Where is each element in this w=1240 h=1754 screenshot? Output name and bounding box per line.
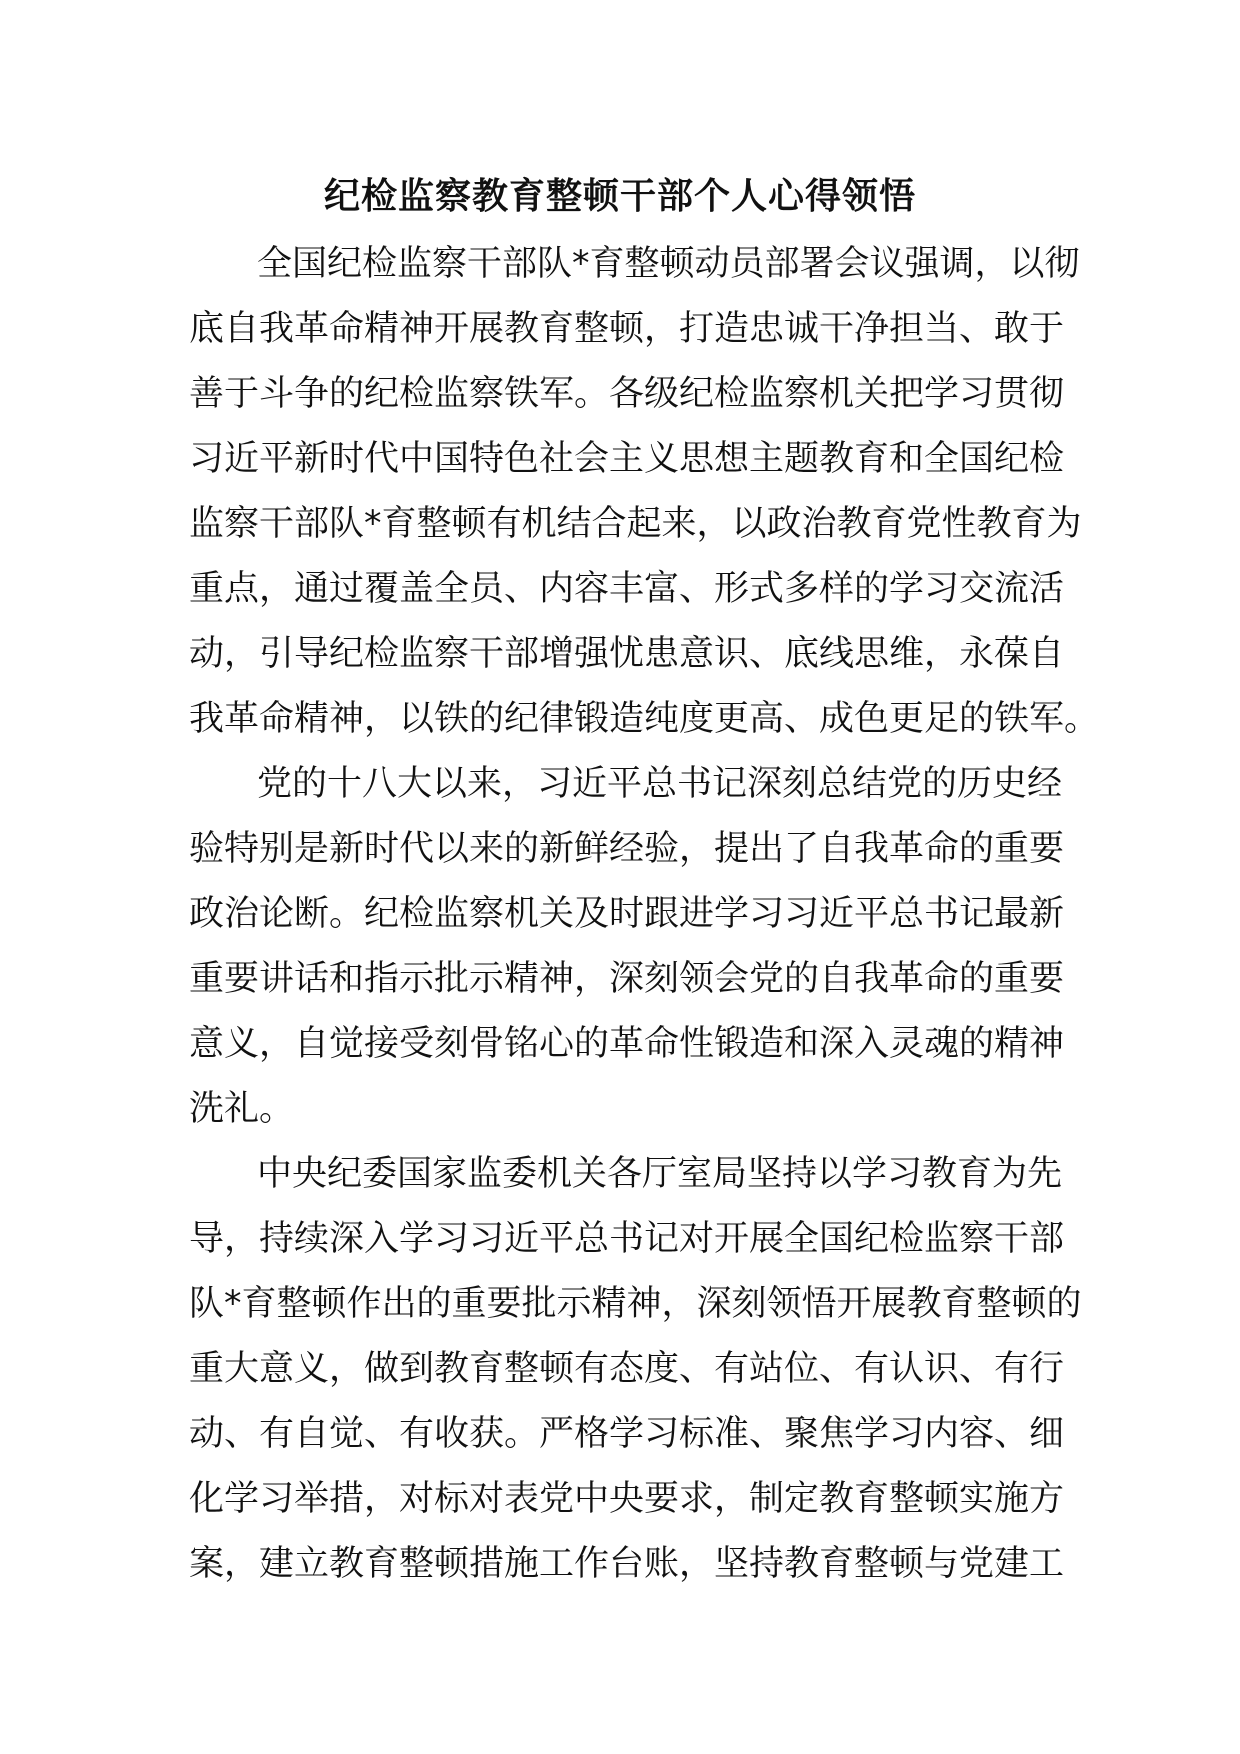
- text-line: 意义，自觉接受刻骨铭心的革命性锻造和深入灵魂的精神: [189, 1024, 1065, 1064]
- text-line: 案，建立教育整顿措施工作台账，坚持教育整顿与党建工: [189, 1544, 1065, 1584]
- text-line: 洗礼。: [189, 1089, 295, 1129]
- text-line: 底自我革命精神开展教育整顿，打造忠诚干净担当、敢于: [189, 309, 1065, 349]
- text-line: 队*育整顿作出的重要批示精神，深刻领悟开展教育整顿的: [189, 1284, 1082, 1324]
- document-title: 纪检监察教育整顿干部个人心得领悟: [323, 176, 916, 217]
- paragraph: [189, 232, 1100, 752]
- text-line: 动、有自觉、有收获。严格学习标准、聚焦学习内容、细: [189, 1414, 1065, 1454]
- text-line: 重要讲话和指示批示精神，深刻领会党的自我革命的重要: [189, 959, 1065, 999]
- text-line: 中央纪委国家监委机关各厅室局坚持以学习教育为先: [257, 1154, 1063, 1194]
- text-line: 习近平新时代中国特色社会主义思想主题教育和全国纪检: [189, 439, 1065, 479]
- paragraph: [189, 1142, 1082, 1597]
- paragraph: [189, 752, 1065, 1142]
- text-line: 导，持续深入学习习近平总书记对开展全国纪检监察干部: [189, 1219, 1065, 1259]
- text-line: 善于斗争的纪检监察铁军。各级纪检监察机关把学习贯彻: [189, 374, 1065, 414]
- text-line: 监察干部队*育整顿有机结合起来，以政治教育党性教育为: [189, 504, 1082, 544]
- text-line: 重点，通过覆盖全员、内容丰富、形式多样的学习交流活: [189, 569, 1065, 609]
- text-line: 化学习举措，对标对表党中央要求，制定教育整顿实施方: [189, 1479, 1065, 1519]
- text-line: 验特别是新时代以来的新鲜经验，提出了自我革命的重要: [189, 829, 1065, 869]
- text-line: 党的十八大以来，习近平总书记深刻总结党的历史经: [257, 764, 1063, 804]
- text-line: 政治论断。纪检监察机关及时跟进学习习近平总书记最新: [189, 894, 1065, 934]
- text-line: 我革命精神，以铁的纪律锻造纯度更高、成色更足的铁军。: [189, 699, 1100, 739]
- text-line: 全国纪检监察干部队*育整顿动员部署会议强调，以彻: [257, 244, 1080, 284]
- text-line: 重大意义，做到教育整顿有态度、有站位、有认识、有行: [189, 1349, 1065, 1389]
- document-body: [189, 232, 1100, 1597]
- text-line: 动，引导纪检监察干部增强忧患意识、底线思维，永葆自: [189, 634, 1065, 674]
